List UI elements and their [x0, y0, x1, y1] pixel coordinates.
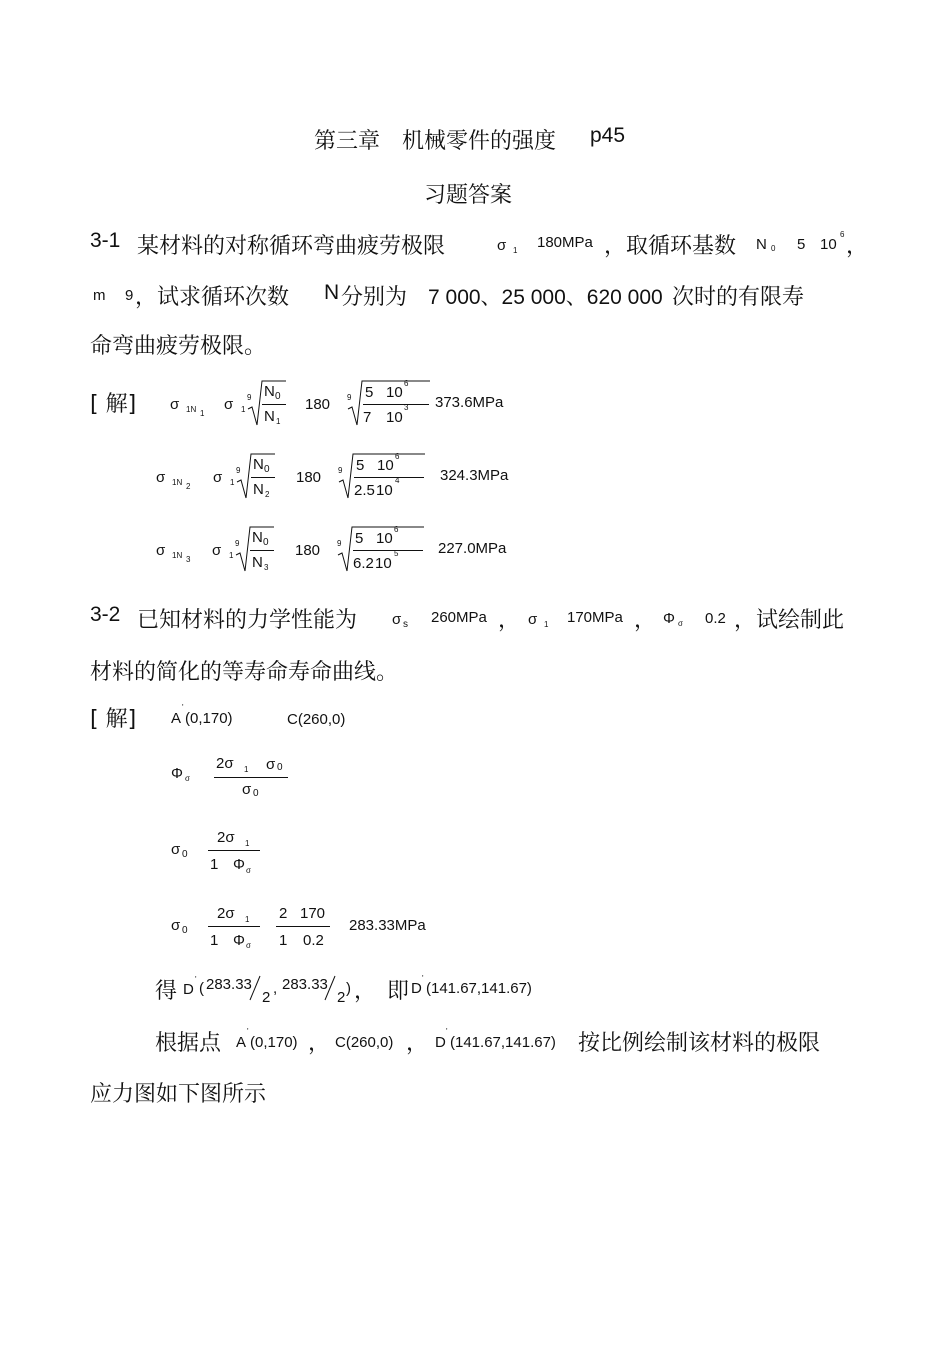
punctuation: ，	[846, 234, 869, 259]
fraction-denominator: 7	[363, 409, 372, 426]
m-symbol: m	[93, 287, 106, 304]
fraction-bar	[214, 777, 288, 778]
slash-glyph	[248, 974, 262, 1004]
fraction-numerator: 5	[365, 384, 374, 401]
point-c: C(260,0)	[335, 1034, 394, 1051]
n-symbol: N	[324, 281, 340, 304]
phi-symbol: Φ	[663, 610, 675, 627]
fraction-denominator: 2.5	[354, 482, 375, 499]
sigma-symbol: σ	[212, 542, 222, 559]
root-index: 9	[247, 393, 252, 402]
subscript: 0	[253, 788, 259, 799]
result-value: 227.0MPa	[438, 540, 507, 557]
subscript: 0	[277, 762, 283, 773]
fraction-bar	[251, 477, 275, 478]
punctuation: ，	[498, 608, 521, 633]
fraction-denominator: 1	[279, 932, 288, 949]
subscript: 0	[182, 925, 188, 936]
subscript: 1	[245, 839, 250, 848]
problem-text: 某材料的对称循环弯曲疲劳极限	[137, 234, 446, 259]
fraction-bar	[208, 926, 260, 927]
result-value: 283.33MPa	[349, 917, 426, 934]
sigma-zero-symbol: σ	[171, 917, 181, 934]
subscript: 1	[244, 765, 249, 774]
fraction-numerator: 5	[356, 457, 365, 474]
coordinate: (141.67,141.67)	[450, 1034, 556, 1051]
phi-symbol: Φ	[233, 856, 245, 873]
point-a-coord: (0,170)	[185, 710, 233, 727]
phi-symbol: Φ	[171, 765, 183, 782]
fraction-denominator: 1	[210, 856, 219, 873]
subscript: 1	[230, 478, 235, 487]
fraction-denominator: 6.2	[353, 555, 374, 572]
prime-mark: '	[182, 703, 184, 712]
point-c: C(260,0)	[287, 711, 346, 728]
exponent: 6	[395, 452, 400, 461]
fraction-denominator: 10	[386, 409, 403, 426]
subscript: 1	[241, 405, 246, 414]
coordinate: 283.33	[206, 976, 252, 993]
solution-text: ， 即	[354, 979, 410, 1004]
point-d-label: D	[435, 1034, 446, 1051]
fraction-numerator: N	[253, 456, 264, 473]
paren: )	[346, 980, 351, 997]
m-value: 9	[125, 287, 134, 304]
fraction-denominator: 1	[210, 932, 219, 949]
coordinate: (141.67,141.67)	[426, 980, 532, 997]
fraction-bar	[276, 926, 330, 927]
subscript: 1	[276, 417, 281, 426]
punctuation: ，	[634, 608, 657, 633]
fraction-numerator: 10	[376, 530, 393, 547]
sigma-symbol: σ	[213, 469, 223, 486]
problem-text: 命弯曲疲劳极限。	[90, 334, 267, 359]
sigma-s-subscript: s	[403, 619, 408, 630]
prime-mark: '	[422, 974, 424, 983]
fraction-numerator: 2σ	[216, 755, 234, 772]
fraction-denominator: N	[253, 481, 264, 498]
exponent: 6	[394, 525, 399, 534]
result-value: 373.6MPa	[435, 394, 504, 411]
sigma-symbol: σ	[497, 237, 507, 254]
fraction-numerator: 10	[377, 457, 394, 474]
subscript: 2	[186, 482, 191, 491]
fraction-numerator: 2σ	[217, 829, 235, 846]
fraction-denominator: N	[264, 408, 275, 425]
sigma-subscript: 1	[513, 246, 518, 255]
phi-subscript: σ	[246, 941, 251, 950]
point-a-label: A	[171, 710, 182, 727]
chapter-title: 第三章 机械零件的强度	[314, 129, 557, 154]
problem-number: 3-2	[90, 603, 121, 626]
sigma-symbol: σ	[156, 542, 166, 559]
problem-text: ，取循环基数	[604, 234, 737, 259]
value: 0.2	[705, 610, 726, 627]
point-d-label: D	[183, 981, 194, 998]
point-a-label: A	[236, 1034, 247, 1051]
solution-text: 应力图如下图所示	[90, 1082, 267, 1107]
divisor: 2	[262, 989, 271, 1006]
solution-text: 按比例绘制该材料的极限	[578, 1031, 821, 1056]
n0-value: 5	[797, 236, 806, 253]
prime-mark: '	[195, 975, 197, 984]
subscript: 0	[263, 537, 269, 548]
prime-mark: '	[446, 1027, 448, 1036]
slash-glyph	[323, 974, 337, 1004]
divisor: 2	[337, 989, 346, 1006]
fraction-numerator: 2σ	[217, 905, 235, 922]
comma: ,	[273, 980, 278, 997]
prime-mark: '	[247, 1027, 249, 1036]
sigma-symbol: σ	[170, 396, 180, 413]
value: 170MPa	[567, 609, 623, 626]
phi-subscript: σ	[185, 774, 190, 783]
subscript: 1	[229, 551, 234, 560]
subscript: 1	[200, 409, 205, 418]
phi-subscript: σ	[678, 619, 683, 628]
problem-text: ，试绘制此	[734, 608, 845, 633]
value: 180MPa	[537, 234, 593, 251]
fraction-bar	[363, 404, 429, 405]
solution-label: [ 解]	[90, 392, 137, 417]
phi-subscript: σ	[246, 866, 251, 875]
subscript: 3	[186, 555, 191, 564]
fraction-bar	[208, 850, 260, 851]
subscript: 3	[264, 563, 269, 572]
fraction-bar	[250, 550, 274, 551]
sigma-s-symbol: σ	[392, 611, 402, 628]
solution-text: 得	[155, 979, 178, 1004]
fraction-denominator: 10	[375, 555, 392, 572]
n0-value-base: 10	[820, 236, 837, 253]
value: 260MPa	[431, 609, 487, 626]
solution-text: 根据点	[155, 1031, 222, 1056]
sigma-zero-symbol: σ	[171, 841, 181, 858]
n0-exponent: 6	[840, 230, 845, 239]
fraction-numerator: 5	[355, 530, 364, 547]
coordinate: 283.33	[282, 976, 328, 993]
fraction-numerator: 10	[386, 384, 403, 401]
problem-number: 3-1	[90, 229, 121, 252]
root-index: 9	[337, 539, 342, 548]
subscript: 1	[245, 915, 250, 924]
coefficient: 180	[305, 396, 331, 413]
subscript: 2	[265, 490, 270, 499]
coordinate: (0,170)	[250, 1034, 298, 1051]
fraction-denominator: 0.2	[303, 932, 324, 949]
fraction-numerator: 170	[300, 905, 326, 922]
fraction-numerator: N	[252, 529, 263, 546]
problem-text: 次时的有限寿	[672, 285, 805, 310]
root-index: 9	[347, 393, 352, 402]
root-index: 9	[236, 466, 241, 475]
problem-text: ，试求循环次数	[135, 285, 290, 310]
fraction-numerator: N	[264, 383, 275, 400]
n0-symbol: N	[756, 236, 767, 253]
subscript: 0	[264, 464, 270, 475]
exponent: 3	[404, 403, 409, 412]
sigma-symbol: σ	[266, 756, 276, 773]
cycle-counts: 7 000、25 000、620 000	[428, 286, 663, 309]
fraction-denominator: N	[252, 554, 263, 571]
fraction-bar	[354, 477, 424, 478]
fraction-denominator: 10	[376, 482, 393, 499]
problem-text: 分别为	[341, 285, 408, 310]
n0-subscript: 0	[771, 244, 776, 253]
exponent: 5	[394, 549, 399, 558]
root-index: 9	[235, 539, 240, 548]
punctuation: ，	[406, 1031, 429, 1056]
fraction-numerator: 2	[279, 905, 288, 922]
subscript: 1N	[172, 478, 183, 487]
subtitle: 习题答案	[424, 183, 513, 208]
sigma-subscript: 1	[544, 620, 549, 629]
chapter-page-ref: p45	[590, 124, 626, 147]
fraction-denominator: σ	[242, 781, 252, 798]
result-value: 324.3MPa	[440, 467, 509, 484]
punctuation: ，	[308, 1031, 331, 1056]
sigma-symbol: σ	[224, 396, 234, 413]
sigma-symbol: σ	[528, 611, 538, 628]
subscript: 1N	[186, 405, 197, 414]
phi-symbol: Φ	[233, 932, 245, 949]
subscript: 1N	[172, 551, 183, 560]
root-index: 9	[338, 466, 343, 475]
exponent: 6	[404, 379, 409, 388]
point-d-label: D	[411, 980, 422, 997]
solution-label: [ 解]	[90, 707, 137, 732]
fraction-bar	[353, 550, 423, 551]
paren: (	[199, 980, 204, 997]
subscript: 0	[275, 391, 281, 402]
problem-text: 材料的简化的等寿命寿命曲线。	[90, 660, 399, 685]
subscript: 0	[182, 849, 188, 860]
fraction-bar	[262, 404, 286, 405]
exponent: 4	[395, 476, 400, 485]
coefficient: 180	[296, 469, 322, 486]
coefficient: 180	[295, 542, 321, 559]
problem-text: 已知材料的力学性能为	[137, 608, 358, 633]
sigma-symbol: σ	[156, 469, 166, 486]
